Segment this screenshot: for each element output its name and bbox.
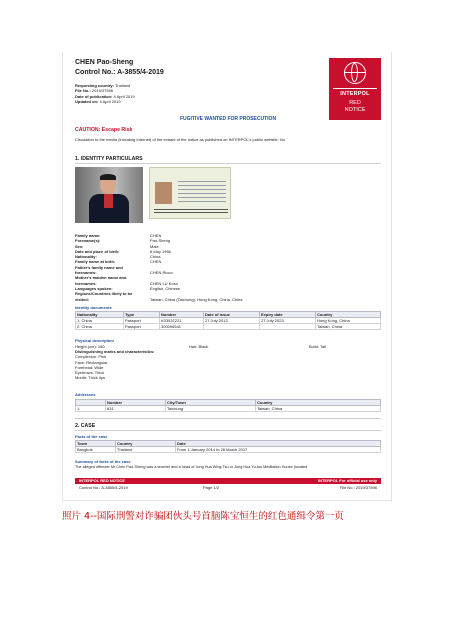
- subject-name: CHEN Pao-Sheng: [75, 59, 134, 66]
- col-type: Type: [124, 312, 160, 318]
- particular-value: Pao-Sheng: [150, 238, 171, 244]
- particular-label: forenames:: [75, 280, 97, 286]
- red-notice-bar-right: INTERPOL For official use only: [317, 478, 377, 483]
- identity-documents-heading: Identity documents: [75, 305, 112, 310]
- col-country: Country: [316, 312, 381, 318]
- col-expiry-date: Expiry date: [260, 312, 316, 318]
- particular-label: forenames:: [75, 270, 97, 276]
- red-notice-bar: [75, 478, 381, 484]
- particular-value: CHEN Rioco: [150, 270, 173, 276]
- hair-value: Hair: Black: [189, 344, 209, 349]
- identity-particulars: [75, 233, 370, 302]
- table-row: 1. China Passport K03537221 27 July 2013 27 July 2023 Hong Kong, China: [76, 318, 381, 324]
- marks-heading: Distinguishing marks and characteristics:: [75, 349, 155, 355]
- particular-label: Mother's maiden name and: [75, 275, 127, 281]
- globe-icon: [344, 62, 366, 84]
- particular-value: Taiwan, China (Taichung), Hong Kong, China, China: [150, 296, 243, 302]
- particular-label: visited:: [75, 296, 90, 302]
- particular-value: CHEN LU Koso: [150, 280, 178, 286]
- circulation-note: Circulation to the media (including Internet) of the extract of the notice as published on INTERPOL's public website: No: [75, 137, 285, 142]
- physical-description: [75, 344, 326, 380]
- passport-scan-image: [149, 167, 231, 219]
- section-identity-heading: 1. IDENTITY PARTICULARS: [75, 156, 143, 162]
- red-notice-document: [62, 52, 392, 502]
- mouth: Mouth: Thick lips: [75, 375, 105, 381]
- col-country: Country: [116, 441, 176, 447]
- caution-text: CAUTION: Escape Risk: [75, 127, 133, 133]
- notice-banner: FUGITIVE WANTED FOR PROSECUTION: [179, 116, 277, 122]
- col-date: Date: [176, 441, 381, 447]
- forehead: Forehead: Wide: [75, 364, 104, 370]
- complexion: Complexion: Pink: [75, 354, 107, 360]
- particular-label: Sex:: [75, 243, 84, 249]
- particular-row: [75, 297, 370, 302]
- subject-photo: [75, 167, 143, 223]
- identity-documents-table: [75, 311, 381, 330]
- eyebrows: Eyebrows: Thick: [75, 370, 105, 376]
- particular-value: China: [150, 254, 161, 260]
- summary-text: The alleged offender Mr Chen Pao-Sheng was a teacher and a head of Jong Hua Wing-Tsu or Jong Hua Yu-tus Meditation House (located: [75, 465, 308, 469]
- table-row: 1. 631 Taichung Taiwan, China: [76, 406, 381, 412]
- divider: [75, 418, 381, 419]
- col-town: Town: [76, 441, 116, 447]
- col-date-of-issue: Date of issue: [204, 312, 260, 318]
- particular-label: Regions/Countries likely to be: [75, 291, 133, 297]
- particular-label: Nationality:: [75, 254, 97, 260]
- particular-value: 6 May 1956: [150, 248, 171, 254]
- red-notice-bar-left: INTERPOL RED NOTICE: [79, 478, 125, 483]
- divider: [75, 163, 381, 164]
- footer-file-no: File No.: 2019/37596: [339, 485, 377, 490]
- meta-requesting-country: Requesting country: Thailand: [75, 83, 131, 88]
- particular-label: Family name at birth:: [75, 259, 116, 265]
- logo-red-notice-text: RED NOTICE: [344, 100, 366, 113]
- particular-label: Date and place of birth:: [75, 248, 120, 254]
- particular-value: Male: [150, 243, 159, 249]
- physical-description-heading: Physical description: [75, 338, 114, 343]
- particular-label: Family name:: [75, 233, 101, 238]
- footer-page-number: Page 1/2: [203, 485, 220, 490]
- height-value: Height (cm): 180: [75, 344, 105, 349]
- col-country: Country: [256, 400, 381, 406]
- meta-file-no: File No.: 2019/37596: [75, 88, 114, 94]
- interpol-red-notice-logo: [329, 58, 381, 120]
- particular-label: Father's family name and: [75, 264, 123, 270]
- control-number: [75, 68, 164, 77]
- particular-label: Languages spoken:: [75, 285, 113, 291]
- particular-value: English, Chinese: [150, 285, 181, 291]
- facts-table: [75, 440, 381, 453]
- table-row: Bangkok Thailand From 1 January 2014 to 28 March 2017: [76, 447, 381, 453]
- build-value: Build: Tall: [309, 344, 327, 349]
- col-number: Number: [106, 400, 166, 406]
- meta-publication-date: Date of publication: 4 April 2019: [75, 93, 135, 99]
- meta-updated-on: Updated on: 4 April 2019: [75, 99, 121, 105]
- col-nationality: Nationality: [76, 312, 124, 318]
- particular-value: CHEN: [150, 259, 162, 265]
- face: Face: Rectangular: [75, 359, 108, 365]
- photo-caption: 照片 4--国际刑警对诈骗团伙头号首脑陈宝恒生的红色通缉令第一页: [62, 511, 344, 522]
- notice-meta: [75, 83, 135, 105]
- particular-value: CHEN: [150, 233, 162, 238]
- page-footer: [75, 485, 381, 491]
- addresses-table: [75, 399, 381, 412]
- divider: [75, 430, 381, 431]
- control-label: Control No.:: [75, 69, 116, 76]
- col-city-town: City/Town: [166, 400, 256, 406]
- summary-heading: Summary of facts of the case: [75, 459, 131, 464]
- facts-heading: Facts of the case: [75, 434, 108, 439]
- section-case-heading: 2. CASE: [75, 423, 96, 429]
- addresses-heading: Addresses: [75, 392, 96, 397]
- control-value: A-3855/4-2019: [117, 69, 164, 76]
- col-number: Number: [160, 312, 204, 318]
- particular-label: Forename(s):: [75, 238, 101, 244]
- logo-interpol-text: INTERPOL: [340, 91, 370, 97]
- footer-control-no: Control No.: A-3855/4-2019: [79, 485, 128, 490]
- table-row: 2. China Passport 300096541 Taiwan, China: [76, 324, 381, 330]
